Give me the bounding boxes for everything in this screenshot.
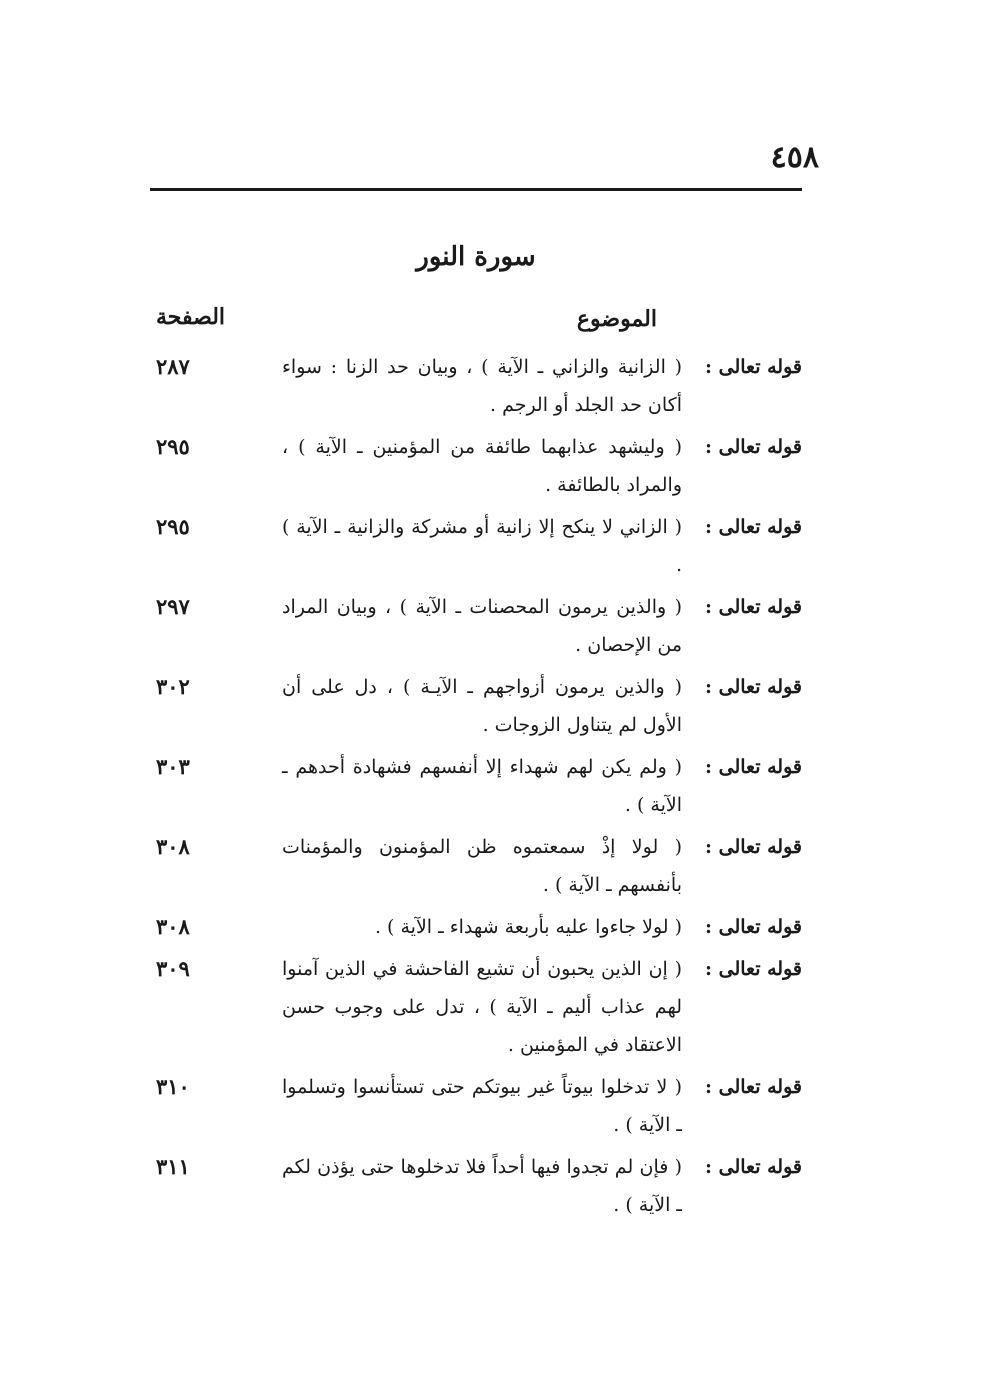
index-entry — [150, 908, 802, 946]
entry-label: قوله تعالى : — [705, 836, 802, 858]
surah-title: سورة النور — [416, 242, 536, 272]
entry-text: ( لولا جاءوا عليه بأربعة شهداء ـ الآية ) . — [374, 916, 682, 938]
entry-page-number: ٢٩٥ — [156, 434, 190, 459]
header-rule — [150, 188, 802, 191]
entry-text: ( لا تدخلوا بيوتاً غير بيوتكم حتى تستأنسوا وتسلموا ـ الآية ) . — [282, 1076, 682, 1136]
column-header-topic: الموضوع — [576, 306, 657, 332]
index-entry — [150, 1148, 802, 1224]
entry-text: ( إن الذين يحبون أن تشيع الفاحشة في الذين آمنوا لهم عذاب أليم ـ الآية ) ، تدل على وجوب حسن الاعتقاد في المؤمنين . — [282, 958, 682, 1056]
entry-page-number: ٣٠٨ — [156, 914, 190, 939]
entry-label: قوله تعالى : — [705, 516, 802, 538]
entry-page-number: ٣١٠ — [156, 1074, 190, 1099]
entry-text: ( فإن لم تجدوا فيها أحداً فلا تدخلوها حتى يؤذن لكم ـ الآية ) . — [282, 1156, 682, 1216]
entry-label: قوله تعالى : — [705, 958, 802, 980]
entry-page-number: ٢٨٧ — [156, 354, 190, 379]
entry-text: ( والذين يرمون المحصنات ـ الآية ) ، وبيان المراد من الإحصان . — [282, 596, 682, 656]
entry-text: ( لولا إذْ سمعتموه ظن المؤمنون والمؤمنات بأنفسهم ـ الآية ) . — [282, 836, 682, 896]
index-entry — [150, 950, 802, 1064]
entry-text: ( وليشهد عذابهما طائفة من المؤمنين ـ الآية ) ، والمراد بالطائفة . — [282, 436, 682, 496]
index-entry — [150, 428, 802, 504]
index-entry — [150, 588, 802, 664]
entry-label: قوله تعالى : — [705, 756, 802, 778]
index-entries — [150, 348, 802, 1228]
entry-text: ( ولم يكن لهم شهداء إلا أنفسهم فشهادة أحدهم ـ الآية ) . — [282, 756, 682, 816]
column-header-page: الصفحة — [156, 304, 226, 330]
index-entry — [150, 348, 802, 424]
entry-label: قوله تعالى : — [705, 356, 802, 378]
index-entry — [150, 748, 802, 824]
index-entry — [150, 1068, 802, 1144]
entry-page-number: ٣٠٩ — [156, 956, 190, 981]
entry-page-number: ٣٠٢ — [156, 674, 190, 699]
entry-label: قوله تعالى : — [705, 596, 802, 618]
entry-page-number: ٣١١ — [156, 1154, 190, 1179]
index-entry — [150, 668, 802, 744]
entry-label: قوله تعالى : — [705, 1076, 802, 1098]
entry-text: ( الزاني لا ينكح إلا زانية أو مشركة والزانية ـ الآية ) . — [282, 516, 682, 576]
entry-label: قوله تعالى : — [705, 676, 802, 698]
entry-page-number: ٢٩٥ — [156, 514, 190, 539]
index-entry — [150, 508, 802, 584]
page-number: ٤٥٨ — [770, 140, 819, 175]
entry-page-number: ٣٠٨ — [156, 834, 190, 859]
entry-text: ( الزانية والزاني ـ الآية ) ، وبيان حد الزنا : سواء أكان حد الجلد أو الرجم . — [282, 356, 682, 416]
entry-page-number: ٢٩٧ — [156, 594, 190, 619]
entry-label: قوله تعالى : — [705, 1156, 802, 1178]
index-entry — [150, 828, 802, 904]
entry-label: قوله تعالى : — [705, 916, 802, 938]
entry-label: قوله تعالى : — [705, 436, 802, 458]
entry-page-number: ٣٠٣ — [156, 754, 190, 779]
entry-text: ( والذين يرمون أزواجهم ـ الآيـة ) ، دل على أن الأول لم يتناول الزوجات . — [282, 676, 682, 736]
